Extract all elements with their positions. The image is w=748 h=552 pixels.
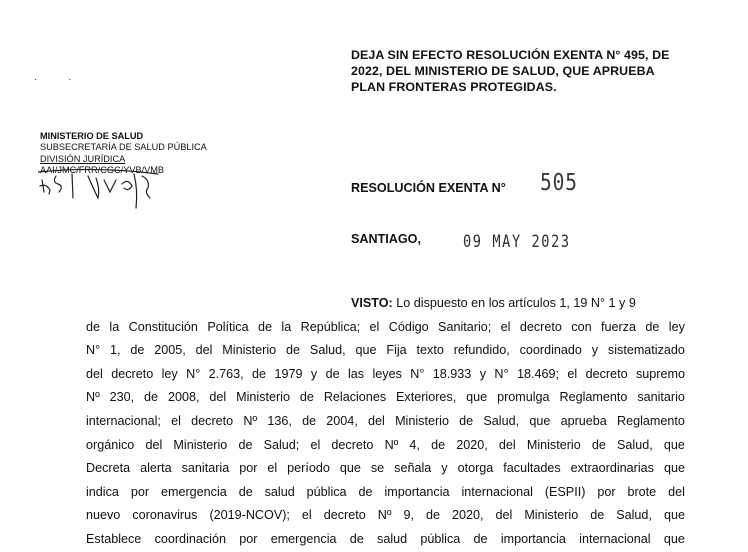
- subject-line: 2022, DEL MINISTERIO DE SALUD, QUE APRUEBA: [351, 64, 655, 78]
- body-word: Salud,: [616, 508, 652, 523]
- body-word: República;: [300, 319, 361, 334]
- subsecretariat-name: SUBSECRETARÍA DE SALUD PÚBLICA: [40, 142, 207, 153]
- body-word: el: [267, 461, 278, 476]
- body-word: internacional: [579, 531, 651, 546]
- body-word: Salud,: [617, 437, 653, 452]
- body-line: [86, 528, 685, 552]
- body-word: del: [495, 508, 513, 523]
- body-word: de: [349, 531, 364, 546]
- body-word: de: [425, 508, 440, 523]
- body-word: que: [355, 343, 377, 358]
- body-word: que: [663, 531, 685, 546]
- body-word: internacional;: [86, 413, 161, 428]
- body-word: Decreta: [86, 461, 131, 476]
- body-word: 9,: [403, 508, 414, 523]
- body-word: Ministerio: [395, 413, 449, 428]
- body-word: de: [238, 484, 253, 499]
- body-word: Salud,: [483, 413, 520, 428]
- body-word: brote: [627, 484, 657, 499]
- resolution-number-stamp: 505: [540, 170, 578, 196]
- body-word: el: [171, 413, 181, 428]
- body-word: que: [466, 390, 488, 405]
- body-word: emergencia: [270, 531, 337, 546]
- body-word: N°: [494, 366, 509, 381]
- body-word: sistematizado: [607, 343, 685, 358]
- body-word: y: [310, 366, 318, 381]
- body-word: la: [281, 319, 292, 334]
- body-word: 136,: [267, 413, 292, 428]
- body-word: de: [590, 508, 605, 523]
- body-word: que: [663, 437, 685, 452]
- body-word: de: [358, 484, 373, 499]
- body-word: Exteriores,: [396, 390, 457, 405]
- body-word: decreto: [191, 413, 234, 428]
- body-line-text: Lo dispuesto en los artículos 1, 19 N° 1 y 9: [396, 296, 636, 310]
- body-word: se: [370, 461, 385, 476]
- body-word: y: [479, 366, 487, 381]
- body-word: del: [86, 366, 103, 381]
- body-word: ley: [668, 319, 685, 334]
- body-line: [86, 481, 685, 505]
- body-word: Reglamento: [559, 390, 628, 405]
- body-word: facultades: [503, 461, 561, 476]
- body-word: y: [441, 461, 448, 476]
- body-word: período: [287, 461, 330, 476]
- subject-line: DEJA SIN EFECTO RESOLUCIÓN EXENTA N° 495, DE: [351, 48, 670, 62]
- body-word: Nº: [86, 390, 100, 405]
- body-word: Reglamento: [617, 413, 685, 428]
- body-word: de: [431, 437, 446, 452]
- body-word: decreto: [585, 366, 628, 381]
- body-word: salud: [377, 531, 408, 546]
- body-word: Establece: [86, 531, 142, 546]
- body-word: supremo: [635, 366, 685, 381]
- body-word: nuevo: [86, 508, 121, 523]
- body-word: Nº: [243, 413, 258, 428]
- body-word: de: [144, 390, 159, 405]
- body-line: [86, 339, 685, 363]
- body-word: 2005,: [154, 343, 186, 358]
- body-word: Ministerio: [222, 343, 277, 358]
- body-word: por: [597, 484, 616, 499]
- body-word: 2020,: [451, 508, 484, 523]
- body-word: que: [339, 461, 361, 476]
- body-word: otorga: [457, 461, 494, 476]
- body-word: de: [473, 531, 488, 546]
- body-word: extraordinarias: [570, 461, 654, 476]
- date-stamp: 09 MAY 2023: [463, 232, 571, 252]
- body-word: de: [238, 437, 253, 452]
- body-word: 18.469;: [516, 366, 559, 381]
- body-line: [86, 410, 685, 434]
- body-word: 230,: [109, 390, 135, 405]
- body-word: de: [86, 319, 101, 334]
- body-word: coordinado: [519, 343, 582, 358]
- body-line: [86, 316, 685, 340]
- body-word: ley: [161, 366, 178, 381]
- body-word: texto: [416, 343, 444, 358]
- body-word: del: [498, 437, 516, 452]
- body-word: decreto: [111, 366, 154, 381]
- body-word: coordinación: [154, 531, 226, 546]
- body-word: del: [145, 437, 163, 452]
- body-word: el: [500, 319, 511, 334]
- body-line: [86, 504, 685, 528]
- body-word: decreto: [331, 437, 374, 452]
- body-word: N°: [86, 343, 101, 358]
- resolution-subject: [351, 47, 743, 95]
- body-word: decreto: [519, 319, 562, 334]
- body-word: emergencia: [160, 484, 227, 499]
- body-word: Salud;: [263, 437, 300, 452]
- body-word: el: [310, 437, 321, 452]
- body-word: Política: [207, 319, 249, 334]
- body-word: del: [668, 484, 685, 499]
- body-word: que: [663, 508, 685, 523]
- body-word: alerta: [140, 461, 172, 476]
- resolution-label: RESOLUCIÓN EXENTA N°: [351, 181, 506, 195]
- body-word: internacional: [461, 484, 533, 499]
- body-word: 1979: [274, 366, 303, 381]
- body-word: refundido,: [453, 343, 510, 358]
- body-word: sanitario: [637, 390, 685, 405]
- body-line: [86, 386, 685, 410]
- body-word: Fija: [386, 343, 407, 358]
- body-word: Ministerio: [173, 437, 228, 452]
- subject-line: PLAN FRONTERAS PROTEGIDAS.: [351, 80, 557, 94]
- body-line: [86, 363, 685, 387]
- body-word: fuerza: [600, 319, 636, 334]
- body-word: 1,: [110, 343, 121, 358]
- body-word: (2019-NCOV);: [209, 508, 290, 523]
- body-word: el: [301, 508, 312, 523]
- scan-specks: · ·: [34, 74, 86, 85]
- body-word: Nº: [377, 508, 392, 523]
- handwritten-initials-signature: [38, 168, 168, 220]
- body-line: [86, 457, 685, 481]
- body-word: que: [529, 413, 551, 428]
- body-line: [86, 292, 685, 316]
- body-word: con: [571, 319, 592, 334]
- body-word: aprueba: [560, 413, 607, 428]
- body-word: orgánico: [86, 437, 135, 452]
- body-word: (ESPII): [544, 484, 586, 499]
- body-word: 18.933: [432, 366, 472, 381]
- body-word: las: [347, 366, 365, 381]
- body-word: señala: [394, 461, 432, 476]
- body-word: importancia: [384, 484, 450, 499]
- resolution-body: [86, 292, 685, 552]
- body-word: Nº: [384, 437, 399, 452]
- body-word: de: [459, 413, 474, 428]
- body-word: la: [109, 319, 120, 334]
- body-word: de: [645, 319, 660, 334]
- body-word: Constitución: [128, 319, 198, 334]
- body-word: pública: [420, 531, 461, 546]
- body-word: 2020,: [456, 437, 488, 452]
- body-word: Relaciones: [323, 390, 387, 405]
- body-line: [86, 434, 685, 458]
- body-word: promulga: [497, 390, 550, 405]
- body-word: Ministerio: [236, 390, 290, 405]
- body-word: N°: [186, 366, 201, 381]
- place-label: SANTIAGO,: [351, 232, 421, 246]
- body-word: coronavirus: [132, 508, 198, 523]
- body-word: sanitaria: [181, 461, 230, 476]
- body-word: del: [209, 390, 227, 405]
- body-word: de: [591, 437, 606, 452]
- body-word: y: [591, 343, 599, 358]
- body-word: de: [299, 390, 314, 405]
- body-word: por: [239, 461, 258, 476]
- body-word: indica: [86, 484, 119, 499]
- body-word: de: [325, 366, 340, 381]
- body-word: leyes: [372, 366, 402, 381]
- body-word: decreto: [323, 508, 366, 523]
- body-word: del: [195, 343, 213, 358]
- body-word: Salud,: [309, 343, 346, 358]
- body-word: por: [130, 484, 150, 499]
- body-word: de: [286, 343, 301, 358]
- body-word: 2004,: [326, 413, 358, 428]
- body-word: Código: [388, 319, 429, 334]
- body-word: por: [239, 531, 258, 546]
- body-word: el: [369, 319, 380, 334]
- body-word: que: [663, 461, 685, 476]
- body-word: Ministerio: [526, 437, 581, 452]
- body-word: del: [368, 413, 385, 428]
- reference-initials: AAI/JMC/FRR/CGC/YVB/VMB: [40, 165, 165, 176]
- body-word: de: [130, 343, 145, 358]
- body-word: 2.763,: [208, 366, 244, 381]
- body-word: salud: [264, 484, 295, 499]
- body-word: pública: [306, 484, 347, 499]
- body-word: Sanitario;: [438, 319, 492, 334]
- body-word: el: [567, 366, 578, 381]
- body-word: 2008,: [167, 390, 200, 405]
- division-name: DIVISIÓN JURÍDICA: [40, 153, 126, 164]
- body-word: 4,: [409, 437, 420, 452]
- body-word: N°: [410, 366, 425, 381]
- visto-label: VISTO:: [351, 296, 393, 310]
- body-word: importancia: [500, 531, 566, 546]
- body-word: de: [252, 366, 267, 381]
- body-word: de: [302, 413, 317, 428]
- body-word: de: [258, 319, 273, 334]
- ministry-name: MINISTERIO DE SALUD: [40, 131, 144, 141]
- body-word: Ministerio: [524, 508, 579, 523]
